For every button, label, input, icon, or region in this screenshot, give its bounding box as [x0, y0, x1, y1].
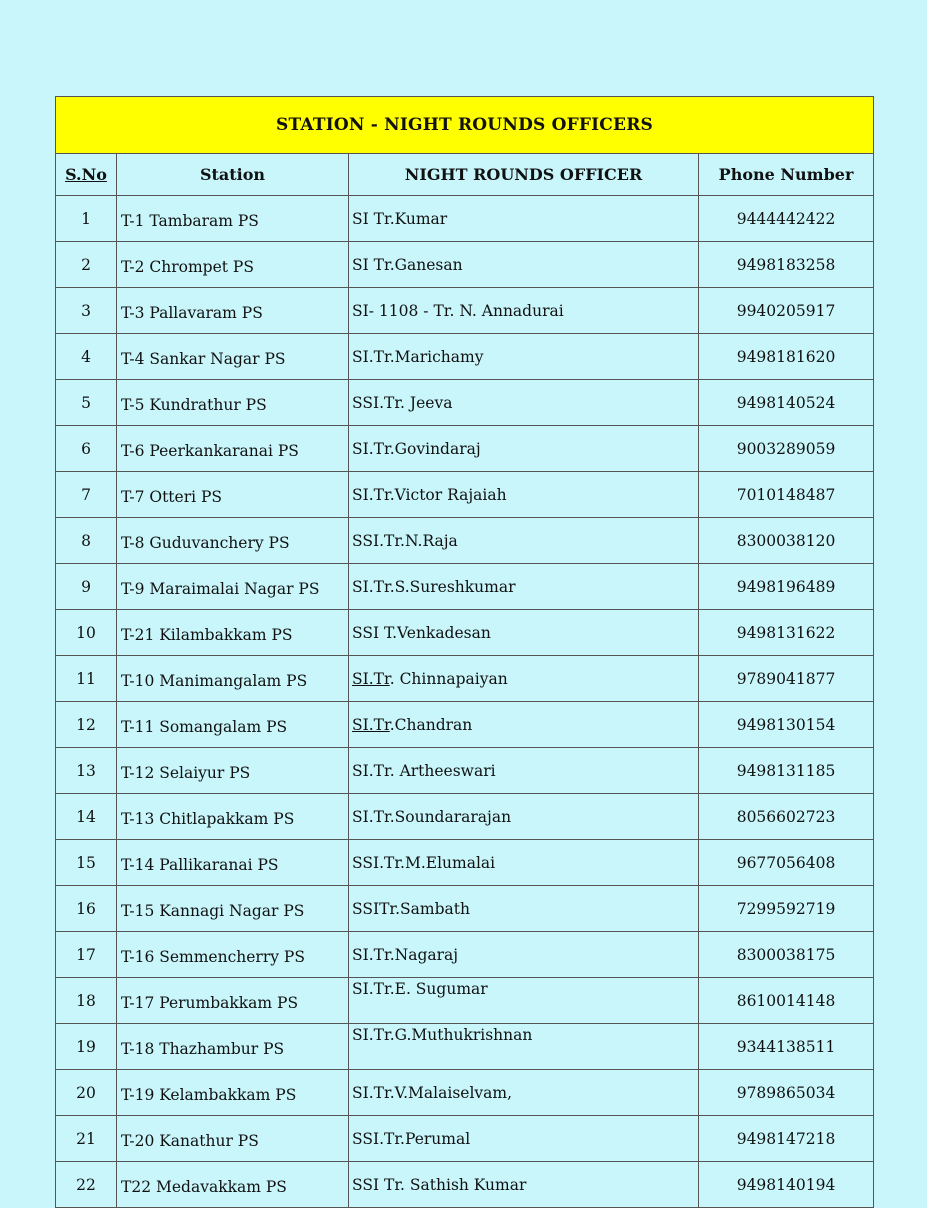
- table-row: [56, 518, 874, 564]
- cell-phone: 8056602723: [699, 794, 874, 840]
- column-header-phone: Phone Number: [699, 154, 874, 196]
- table-row: [56, 196, 874, 242]
- table-row: [56, 748, 874, 794]
- cell-officer: SI.Tr.E. Sugumar: [349, 978, 699, 1024]
- cell-station: T-14 Pallikaranai PS: [117, 840, 349, 886]
- cell-sno: 18: [56, 978, 117, 1024]
- officer-name: . Chinnapaiyan: [389, 669, 508, 688]
- table-row: [56, 288, 874, 334]
- cell-phone: 9677056408: [699, 840, 874, 886]
- cell-station: T-2 Chrompet PS: [117, 242, 349, 288]
- cell-station: T-20 Kanathur PS: [117, 1116, 349, 1162]
- night-rounds-table: [55, 96, 874, 1208]
- cell-officer: [349, 702, 699, 748]
- cell-station: T-21 Kilambakkam PS: [117, 610, 349, 656]
- cell-sno: 8: [56, 518, 117, 564]
- cell-officer: SSI T.Venkadesan: [349, 610, 699, 656]
- table-row: [56, 1024, 874, 1070]
- officer-name: .Chandran: [389, 715, 473, 734]
- column-header-sno: [56, 154, 117, 196]
- header-row: [56, 154, 874, 196]
- cell-station: T22 Medavakkam PS: [117, 1162, 349, 1208]
- officer-prefix: SI.Tr: [352, 669, 390, 688]
- cell-phone: 9498183258: [699, 242, 874, 288]
- table-title: STATION - NIGHT ROUNDS OFFICERS: [56, 97, 874, 154]
- cell-officer: SI.Tr.Govindaraj: [349, 426, 699, 472]
- cell-sno: 15: [56, 840, 117, 886]
- cell-sno: 1: [56, 196, 117, 242]
- cell-sno: 4: [56, 334, 117, 380]
- cell-officer: SI Tr.Kumar: [349, 196, 699, 242]
- cell-phone: 7299592719: [699, 886, 874, 932]
- cell-officer: SSI.Tr. Jeeva: [349, 380, 699, 426]
- cell-station: T-17 Perumbakkam PS: [117, 978, 349, 1024]
- cell-officer: SSI.Tr.Perumal: [349, 1116, 699, 1162]
- cell-sno: 6: [56, 426, 117, 472]
- cell-officer: SI.Tr.V.Malaiselvam,: [349, 1070, 699, 1116]
- cell-phone: 9498131185: [699, 748, 874, 794]
- table-row: [56, 978, 874, 1024]
- cell-phone: 9498140194: [699, 1162, 874, 1208]
- table-row: [56, 656, 874, 702]
- cell-station: T-12 Selaiyur PS: [117, 748, 349, 794]
- cell-station: T-13 Chitlapakkam PS: [117, 794, 349, 840]
- cell-officer: SSI.Tr.N.Raja: [349, 518, 699, 564]
- cell-officer: SI.Tr.Nagaraj: [349, 932, 699, 978]
- cell-sno: 7: [56, 472, 117, 518]
- cell-officer: SSITr.Sambath: [349, 886, 699, 932]
- cell-phone: 8610014148: [699, 978, 874, 1024]
- table-body: [56, 196, 874, 1208]
- cell-phone: 9498181620: [699, 334, 874, 380]
- cell-sno: 21: [56, 1116, 117, 1162]
- cell-station: T-5 Kundrathur PS: [117, 380, 349, 426]
- cell-officer: SSI Tr. Sathish Kumar: [349, 1162, 699, 1208]
- table-row: [56, 840, 874, 886]
- cell-phone: 9498140524: [699, 380, 874, 426]
- cell-station: T-8 Guduvanchery PS: [117, 518, 349, 564]
- column-header-station: Station: [117, 154, 349, 196]
- cell-station: T-16 Semmencherry PS: [117, 932, 349, 978]
- cell-officer: SI.Tr.Marichamy: [349, 334, 699, 380]
- table-row: [56, 794, 874, 840]
- night-rounds-sheet: [55, 96, 873, 1208]
- cell-sno: 12: [56, 702, 117, 748]
- cell-phone: 9444442422: [699, 196, 874, 242]
- cell-station: T-10 Manimangalam PS: [117, 656, 349, 702]
- cell-phone: 9498147218: [699, 1116, 874, 1162]
- table-row: [56, 886, 874, 932]
- table-row: [56, 1162, 874, 1208]
- cell-sno: 17: [56, 932, 117, 978]
- cell-phone: 9498196489: [699, 564, 874, 610]
- cell-phone: 9789041877: [699, 656, 874, 702]
- column-header-sno-label: S.No: [65, 165, 107, 184]
- cell-phone: 8300038120: [699, 518, 874, 564]
- cell-sno: 22: [56, 1162, 117, 1208]
- cell-phone: 7010148487: [699, 472, 874, 518]
- cell-phone: 9789865034: [699, 1070, 874, 1116]
- cell-station: T-18 Thazhambur PS: [117, 1024, 349, 1070]
- cell-phone: 8300038175: [699, 932, 874, 978]
- table-row: [56, 702, 874, 748]
- table-row: [56, 242, 874, 288]
- cell-station: T-9 Maraimalai Nagar PS: [117, 564, 349, 610]
- cell-phone: 9498130154: [699, 702, 874, 748]
- cell-station: T-11 Somangalam PS: [117, 702, 349, 748]
- table-row: [56, 380, 874, 426]
- cell-officer: SI.Tr.Soundararajan: [349, 794, 699, 840]
- cell-officer: [349, 656, 699, 702]
- table-row: [56, 932, 874, 978]
- cell-station: T-7 Otteri PS: [117, 472, 349, 518]
- cell-sno: 9: [56, 564, 117, 610]
- table-row: [56, 472, 874, 518]
- cell-officer: SI.Tr. Artheeswari: [349, 748, 699, 794]
- cell-phone: 9003289059: [699, 426, 874, 472]
- cell-sno: 2: [56, 242, 117, 288]
- cell-sno: 3: [56, 288, 117, 334]
- cell-sno: 10: [56, 610, 117, 656]
- cell-station: T-15 Kannagi Nagar PS: [117, 886, 349, 932]
- table-row: [56, 564, 874, 610]
- cell-sno: 5: [56, 380, 117, 426]
- cell-officer: SSI.Tr.M.Elumalai: [349, 840, 699, 886]
- cell-phone: 9344138511: [699, 1024, 874, 1070]
- cell-officer: SI- 1108 - Tr. N. Annadurai: [349, 288, 699, 334]
- table-row: [56, 426, 874, 472]
- cell-station: T-1 Tambaram PS: [117, 196, 349, 242]
- cell-sno: 19: [56, 1024, 117, 1070]
- cell-officer: SI.Tr.Victor Rajaiah: [349, 472, 699, 518]
- title-row: [56, 97, 874, 154]
- table-row: [56, 610, 874, 656]
- table-row: [56, 1070, 874, 1116]
- cell-station: T-6 Peerkankaranai PS: [117, 426, 349, 472]
- cell-sno: 16: [56, 886, 117, 932]
- cell-officer: SI Tr.Ganesan: [349, 242, 699, 288]
- cell-phone: 9940205917: [699, 288, 874, 334]
- cell-officer: SI.Tr.S.Sureshkumar: [349, 564, 699, 610]
- cell-sno: 11: [56, 656, 117, 702]
- table-row: [56, 1116, 874, 1162]
- cell-station: T-4 Sankar Nagar PS: [117, 334, 349, 380]
- cell-station: T-19 Kelambakkam PS: [117, 1070, 349, 1116]
- cell-station: T-3 Pallavaram PS: [117, 288, 349, 334]
- column-header-officer: NIGHT ROUNDS OFFICER: [349, 154, 699, 196]
- table-row: [56, 334, 874, 380]
- cell-sno: 20: [56, 1070, 117, 1116]
- cell-phone: 9498131622: [699, 610, 874, 656]
- officer-prefix: SI.Tr: [352, 715, 390, 734]
- cell-sno: 14: [56, 794, 117, 840]
- cell-sno: 13: [56, 748, 117, 794]
- cell-officer: SI.Tr.G.Muthukrishnan: [349, 1024, 699, 1070]
